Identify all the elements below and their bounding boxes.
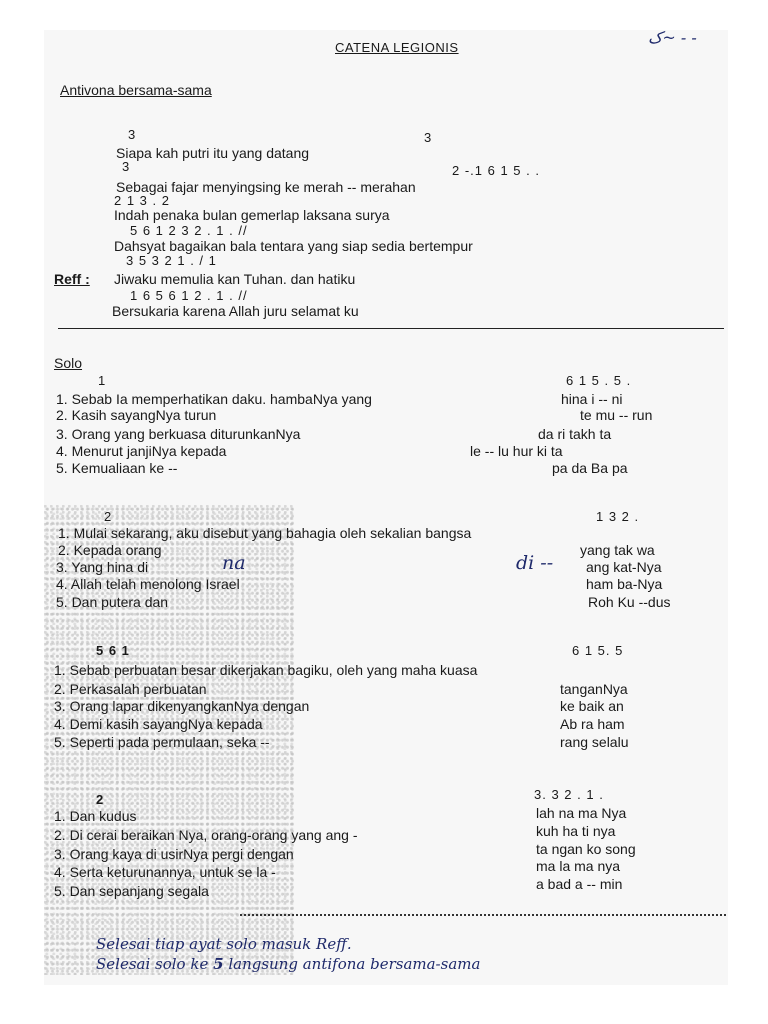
dotted-divider <box>240 914 726 916</box>
antifon-num-2: 3 <box>122 159 131 174</box>
block1-line-5: 5. Kemualiaan ke -- <box>56 460 178 476</box>
block2-num-left: 2 <box>104 509 113 524</box>
antifon-num-3: 2 1 3 . 2 <box>114 193 170 208</box>
block1-num-left: 1 <box>98 373 107 388</box>
block3-line-4: 4. Demi kasih sayangNya kepada <box>54 716 263 732</box>
block1-num-right: 6 1 5 . 5 . <box>566 373 632 388</box>
footer-line-1: Selesai tiap ayat solo masuk Reff. <box>96 935 352 953</box>
block2-line-5-right: Roh Ku --dus <box>588 594 671 610</box>
block3-line-5: 5. Seperti pada permulaan, seka -- <box>54 734 270 750</box>
block4-line-3-right: ta ngan ko song <box>536 841 636 857</box>
block2-line-3-right: ang kat-Nya <box>586 559 662 575</box>
page-title: CATENA LEGIONIS <box>335 40 459 55</box>
block1-line-1-right: hina i -- ni <box>561 391 623 407</box>
block1-line-2: 2. Kasih sayangNya turun <box>56 407 217 423</box>
block1-line-3: 3. Orang yang berkuasa diturunkanNya <box>56 426 301 442</box>
block2-line-2-right: yang tak wa <box>580 542 655 558</box>
reff-line-1: Jiwaku memulia kan Tuhan. dan hatiku <box>114 271 356 287</box>
block3-line-5-right: rang selalu <box>560 734 629 750</box>
block3-line-1: 1. Sebab perbuatan besar dikerjakan bagiku, oleh yang maha kuasa <box>54 662 478 678</box>
corner-scribble: ک~ - - <box>648 28 697 47</box>
block2-line-3: 3. Yang hina di <box>56 559 149 575</box>
block2-line-4-right: ham ba-Nya <box>586 576 663 592</box>
block4-line-5-right: a bad a -- min <box>536 876 623 892</box>
footer-line-2 <box>96 956 480 972</box>
block1-line-1: 1. Sebab Ia memperhatikan daku. hambaNya yang <box>56 391 372 407</box>
block2-line-5: 5. Dan putera dan <box>56 594 169 610</box>
block2-line-4: 4. Allah telah menolong Israel <box>56 576 240 592</box>
antifon-heading: Antivona bersama-sama <box>60 82 212 98</box>
block4-line-1-right: lah na ma Nya <box>536 805 627 821</box>
block1-line-4-mid: le -- lu hur ki ta <box>470 443 563 459</box>
block4-line-4: 4. Serta keturunannya, untuk se la - <box>54 864 276 880</box>
block3-line-2: 2. Perkasalah perbuatan <box>54 681 207 697</box>
antifon-num-1b: 3 <box>424 130 433 145</box>
block3-num-right: 6 1 5. 5 <box>572 643 624 658</box>
block2-line-2: 2. Kepada orang <box>58 542 162 558</box>
block2-line-1: 1. Mulai sekarang, aku disebut yang bahagia oleh sekalian bangsa <box>58 525 472 541</box>
block2-num-right: 1 3 2 . <box>596 509 640 524</box>
section-divider <box>58 328 724 329</box>
block3-line-3-right: ke baik an <box>560 698 624 714</box>
block1-line-5-right: pa da Ba pa <box>552 460 628 476</box>
block4-line-3: 3. Orang kaya di usirNya pergi dengan <box>54 846 294 862</box>
antifon-line-1: Siapa kah putri itu yang datang <box>116 145 310 161</box>
footer-handwritten-number: 5 <box>213 955 224 973</box>
block4-num-left: 2 <box>96 792 105 807</box>
antifon-num-5: 3 5 3 2 1 . / 1 <box>126 253 217 268</box>
reff-line-2: Bersukaria karena Allah juru selamat ku <box>112 303 359 319</box>
block4-num-right: 3. 3 2 . 1 . <box>534 787 604 802</box>
block4-line-4-right: ma la ma nya <box>536 858 621 874</box>
antifon-line-3: Indah penaka bulan gemerlap laksana surya <box>114 207 390 223</box>
reff-label: Reff : <box>54 271 90 287</box>
antifon-num-2b: 2 -.1 6 1 5 . . <box>452 163 540 178</box>
reff-num-2: 1 6 5 6 1 2 . 1 . // <box>130 288 248 303</box>
block3-num-left: 5 6 1 <box>96 643 130 658</box>
antifon-line-2: Sebagai fajar menyingsing ke merah -- merahan <box>116 179 416 195</box>
block3-line-3: 3. Orang lapar dikenyangkanNya dengan <box>54 698 310 714</box>
block4-line-2: 2. Di cerai beraikan Nya, orang-orang yang ang - <box>54 827 358 843</box>
antifon-line-4: Dahsyat bagaikan bala tentara yang siap sedia bertempur <box>114 238 473 254</box>
block3-line-2-right: tanganNya <box>560 681 628 697</box>
block1-line-4: 4. Menurut janjiNya kepada <box>56 443 227 459</box>
footer-line-2-b: langsung antifona bersama-sama <box>228 955 481 973</box>
block4-line-1: 1. Dan kudus <box>54 808 137 824</box>
antifon-num-4: 5 6 1 2 3 2 . 1 . // <box>130 223 248 238</box>
antifon-num-1: 3 <box>128 127 137 142</box>
block3-line-4-right: Ab ra ham <box>560 716 625 732</box>
block2-handwritten-na: na <box>222 552 246 574</box>
block4-line-5: 5. Dan sepanjang segala <box>54 883 209 899</box>
block1-line-2-right: te mu -- run <box>580 407 653 423</box>
solo-heading: Solo <box>54 355 83 371</box>
footer-line-2-a: Selesai solo ke <box>96 955 209 973</box>
block4-line-2-right: kuh ha ti nya <box>536 823 616 839</box>
block2-handwritten-di: di -- <box>516 552 554 574</box>
block1-line-3-right: da ri takh ta <box>538 426 612 442</box>
